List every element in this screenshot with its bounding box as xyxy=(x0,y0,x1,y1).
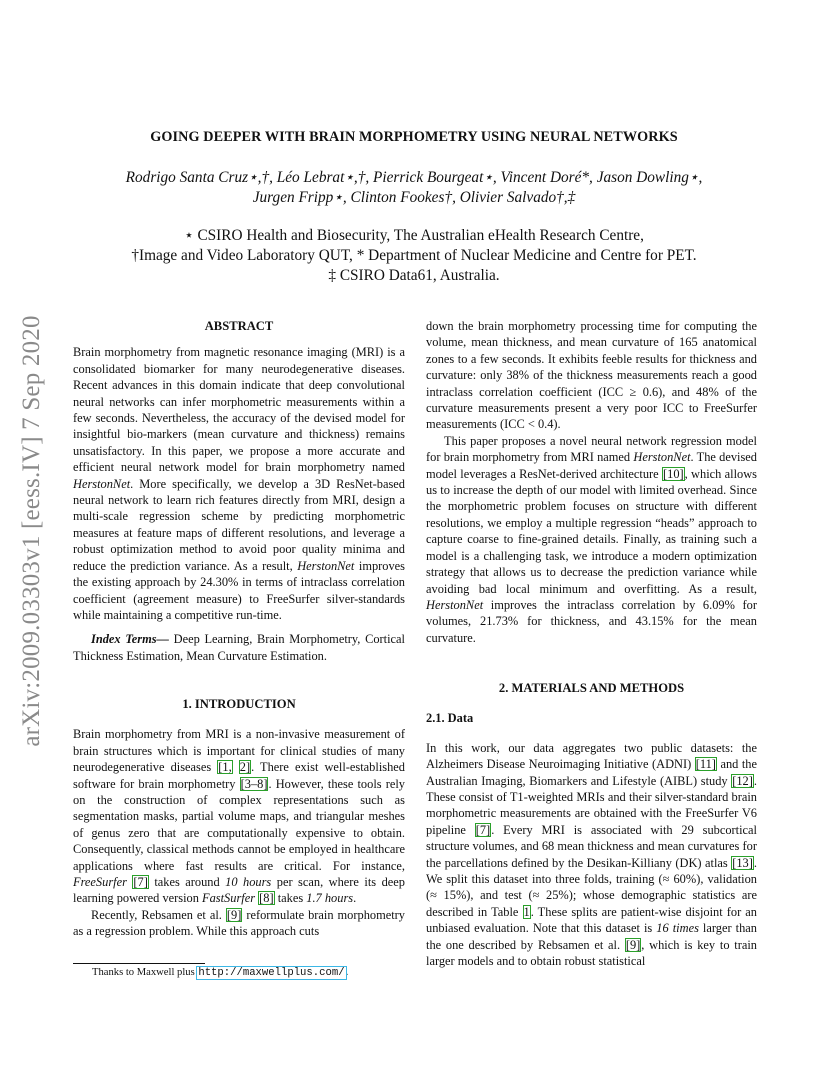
methods-section xyxy=(426,680,757,970)
author-line-2: Jurgen Fripp⋆, Clinton Fookes†, Olivier Salvado†,‡ xyxy=(252,189,576,206)
index-terms: Index Terms— Deep Learning, Brain Morphometry, Cortical Thickness Estimation, Mean Curvature Estimation. xyxy=(73,632,405,663)
data-paragraph: In this work, our data aggregates two public datasets: the Alzheimers Disease Neuroimaging Initiative (ADNI) [11] and the Australian Imaging, Biomarkers and Lifestyle (AIBL) study [12]. These consist of T1-weighted MRIs and their silver-standard brain morphometric measurements are obtained with the FreeSurfer V6 pipeline [7]. Every MRI is associated with 29 subcortical structure volumes, and 68 mean thickness and mean curvatures for the parcellations defined by the Desikan-Killiany (DK) atlas [13]. We split this dataset into three folds, training (≈ 60%), validation (≈ 15%), and test (≈ 25%); whose demographic statistics are described in Table 1. These splits are patient-wise disjoint for an unbiased evaluation. Note that this dataset is 16 times larger than the one described by Rebsamen et al. [9], which is key to train larger models and to obtain robust statistical xyxy=(426,740,757,969)
footnote-url-link[interactable]: http://maxwellplus.com/ xyxy=(198,967,345,979)
paper-title: GOING DEEPER WITH BRAIN MORPHOMETRY USING NEURAL NETWORKS xyxy=(150,129,678,145)
footnote-rule xyxy=(73,963,205,964)
intro-paragraph-2: Recently, Rebsamen et al. [9] reformulate brain morphometry as a regression problem. While this approach cuts xyxy=(73,907,405,939)
citation-link[interactable]: [7] xyxy=(475,822,491,837)
author-line-1: Rodrigo Santa Cruz⋆,†, Léo Lebrat⋆,†, Pierrick Bourgeat⋆, Vincent Doré*, Jason Dowling⋆, xyxy=(125,169,703,186)
introduction-heading: 1. INTRODUCTION xyxy=(182,697,296,711)
introduction-section xyxy=(73,696,405,940)
contribution-paragraph: This paper proposes a novel neural network regression model for brain morphometry from MRI named HerstonNet. The devised model leverages a ResNet-derived architecture [10], which allows us to increase the depth of our model with limited overhead. Since the morphometric problem focuses on structure with different resolutions, we employ a multiple regression “heads” approach to capture coarse to fine-grained details. Finally, as training such a model is a challenging task, we introduce a modern optimization strategy that allows us to decrease the prediction variance while avoiding bad local minimum and overfitting. As a result, HerstonNet improves the intraclass correlation by 6.09% for volumes, 21.73% for thickness, and 43.15% for the mean curvature. xyxy=(426,433,757,645)
citation-link[interactable]: [10] xyxy=(663,466,684,481)
data-subheading: 2.1. Data xyxy=(426,711,474,726)
citation-link[interactable]: 2] xyxy=(239,760,251,775)
methods-heading: 2. MATERIALS AND METHODS xyxy=(498,681,685,695)
arxiv-stamp-text: arXiv:2009.03303v1 [eess.IV] 7 Sep 2020 xyxy=(18,315,45,747)
citation-link[interactable]: [9] xyxy=(625,937,641,952)
abstract-section xyxy=(73,318,405,664)
citation-link[interactable]: [11] xyxy=(695,757,716,772)
table-reference-link[interactable]: 1 xyxy=(523,904,530,919)
citation-link[interactable]: [3–8] xyxy=(240,776,268,791)
citation-link[interactable]: [1, xyxy=(218,760,232,775)
citation-link[interactable]: [12] xyxy=(732,773,753,788)
intro-paragraph-1: Brain morphometry from MRI is a non-invasive measurement of brain structures which is important for clinical studies of many neurodegenerative diseases [1, 2]. There exist well-established software for brain morphometry [3–8]. However, these tools rely on the construction of complex representations such as segmentation masks, partial volume maps, and triangular meshes of genus zero that are computationally expensive to obtain. Consequently, classical methods cannot be employed in healthcare applications where fast results are critical. For instance, FreeSurfer [7] takes around 10 hours per scan, where its deep learning powered version FastSurfer [8] takes 1.7 hours. xyxy=(73,727,406,906)
abstract-text: Brain morphometry from magnetic resonance imaging (MRI) is a consolidated biomarker for many neurodegenerative diseases. Recent advances in this domain indicate that deep convolutional neural networks can infer morphometric measurements within a few seconds. Nevertheless, the accuracy of the devised model for insightful bio-markers (mean curvature and thickness) remains unsatisfactory. In this paper, we propose a more accurate and efficient neural network model for brain morphometry named HerstonNet. More specifically, we develop a 3D ResNet-based neural network to learn rich features directly from MRI, design a multi-scale regression scheme by predicting morphometric measures at feature maps of different resolutions, and leverage a robust optimization method to avoid poor quality minima and reduce the prediction variance. As a result, HerstonNet improves the existing approach by 24.30% in terms of intraclass correlation coefficient (agreement measure) to FreeSurfer silver-standards while maintaining a competitive run-time. xyxy=(73,345,405,622)
affiliation-line-3: ‡ CSIRO Data61, Australia. xyxy=(328,267,500,284)
affiliations xyxy=(0,226,828,286)
citation-link[interactable]: [7] xyxy=(133,875,148,890)
right-column-body xyxy=(426,318,757,646)
citation-link[interactable]: [13] xyxy=(732,855,753,870)
intro-continued-paragraph: down the brain morphometry processing time for computing the volume, mean thickness, and mean curvature of 165 anatomical zones to a few seconds. It exhibits feeble results for thickness and curvature: only 38% of the thickness measurements reach a good intraclass correlation coefficient (ICC ≥ 0.6), and 48% of the curvature measurements present a very poor ICC to FreeSurfer measurements (ICC < 0.4). xyxy=(426,319,757,432)
footnote: Thanks to Maxwell plus http://maxwellplus.com/. xyxy=(92,967,349,979)
citation-link[interactable]: [8] xyxy=(259,891,274,906)
affiliation-line-1: ⋆ CSIRO Health and Biosecurity, The Australian eHealth Research Centre, xyxy=(184,227,644,244)
author-list xyxy=(0,168,828,208)
abstract-heading: ABSTRACT xyxy=(204,319,274,333)
affiliation-line-2: †Image and Video Laboratory QUT, * Department of Nuclear Medicine and Centre for PET. xyxy=(131,247,697,264)
arxiv-identifier-stamp xyxy=(14,296,50,766)
citation-link[interactable]: [9] xyxy=(226,907,242,922)
